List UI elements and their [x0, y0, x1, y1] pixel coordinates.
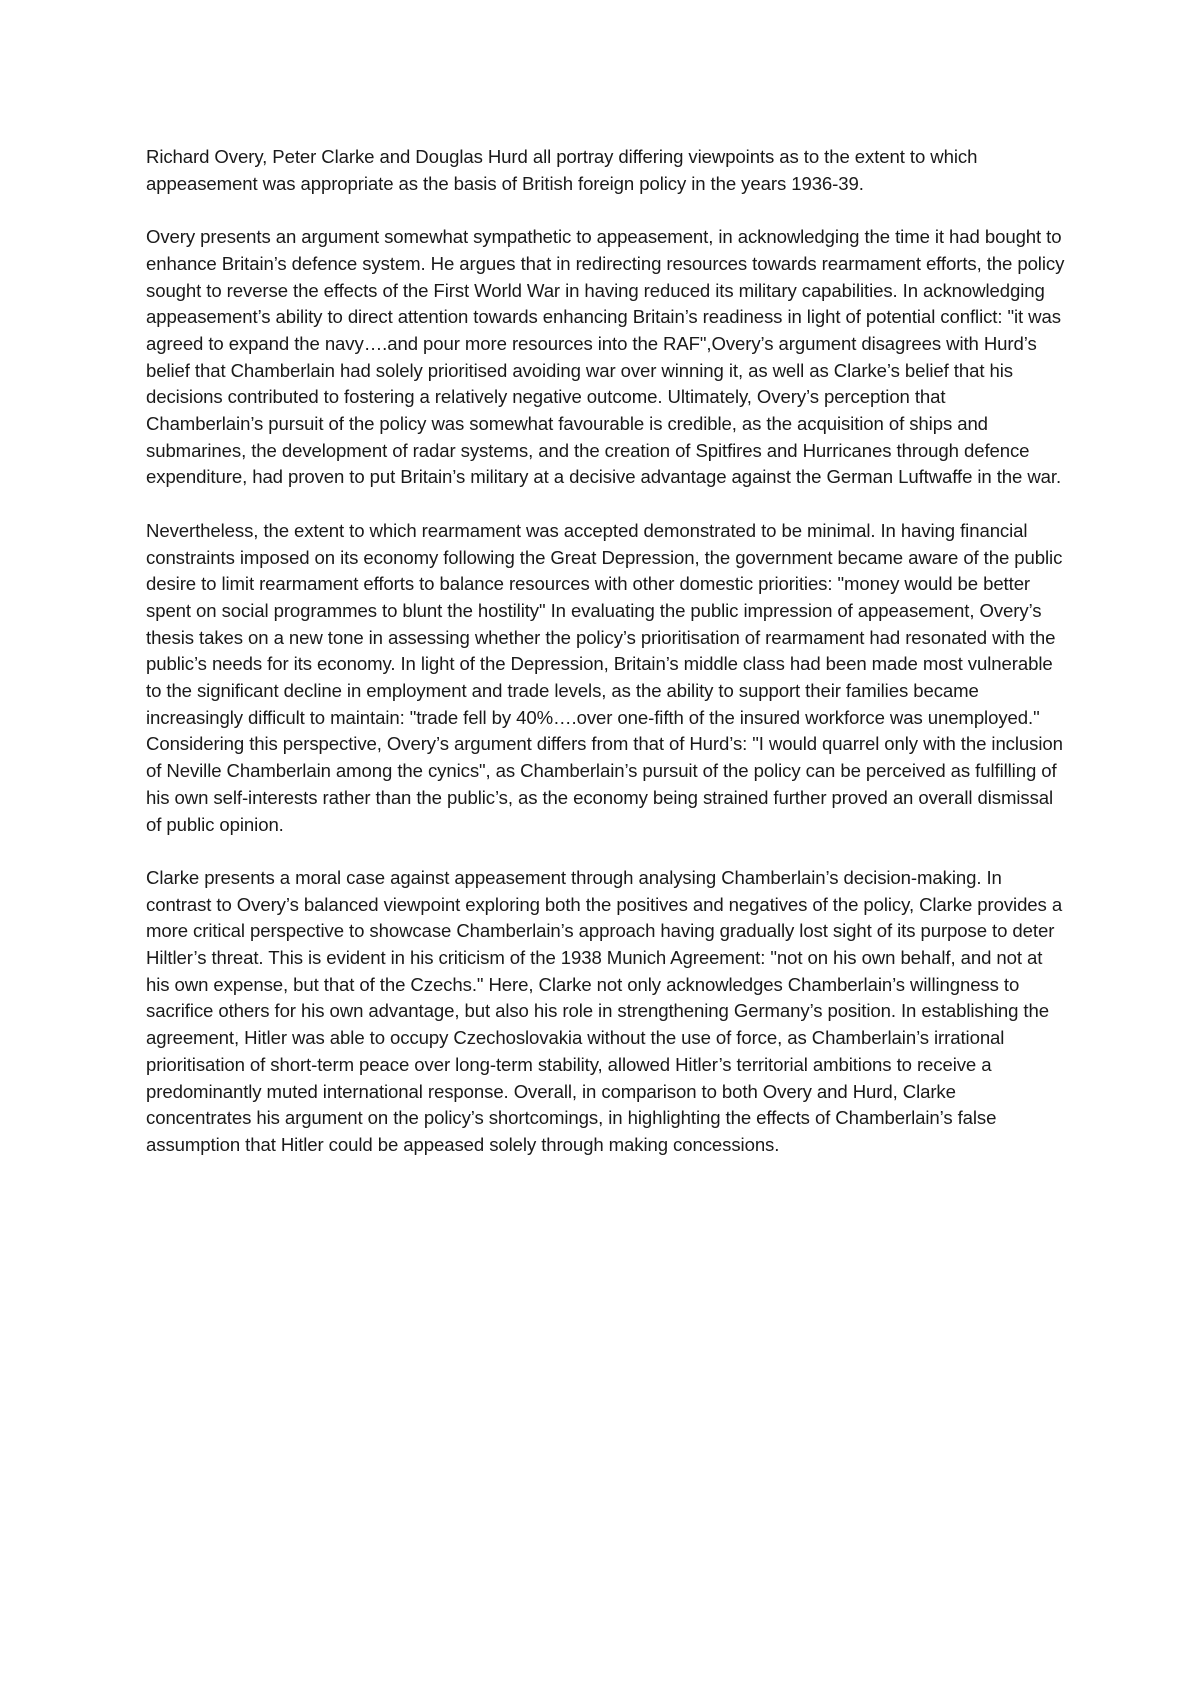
- paragraph-public-opinion: Nevertheless, the extent to which rearmament was accepted demonstrated to be minimal. In having financial constraints imposed on its economy following the Great Depression, the government became aware of the public desire to limit rearmament efforts to balance resources with other domestic priorities: "money would be better spent on social programmes to blunt the hostility" In evaluating the public impression of appeasement, Overy’s thesis takes on a new tone in assessing whether the policy’s prioritisation of rearmament had resonated with the public’s needs for its economy. In light of the Depression, Britain’s middle class had been made most vulnerable to the significant decline in employment and trade levels, as the ability to support their families became increasingly difficult to maintain: "trade fell by 40%….over one-fifth of the insured workforce was unemployed." Considering this perspective, Overy’s argument differs from that of Hurd’s: "I would quarrel only with the inclusion of Neville Chamberlain among the cynics", as Chamberlain’s pursuit of the policy can be perceived as fulfilling of his own self-interests rather than the public’s, as the economy being strained further proved an overall dismissal of public opinion.: [146, 519, 1063, 835]
- paragraph-intro: Richard Overy, Peter Clarke and Douglas Hurd all portray differing viewpoints as to the extent to which appeasement was appropriate as the basis of British foreign policy in the years 1936-39.: [146, 146, 978, 194]
- paragraph-clarke-moral-case: Clarke presents a moral case against appeasement through analysing Chamberlain’s decision-making. In contrast to Overy’s balanced viewpoint exploring both the positives and negatives of the policy, Clarke provides a more critical perspective to showcase Chamberlain’s approach having gradually lost sight of its purpose to deter Hiltler’s threat. This is evident in his criticism of the 1938 Munich Agreement: "not on his own behalf, and not at his own expense, but that of the Czechs." Here, Clarke not only acknowledges Chamberlain’s willingness to sacrifice others for his own advantage, but also his role in strengthening Germany’s position. In establishing the agreement, Hitler was able to occupy Czechoslovakia without the use of force, as Chamberlain’s irrational prioritisation of short-term peace over long-term stability, allowed Hitler’s territorial ambitions to receive a predominantly muted international response. Overall, in comparison to both Overy and Hurd, Clarke concentrates his argument on the policy’s shortcomings, in highlighting the effects of Chamberlain’s false assumption that Hitler could be appeased solely through making concessions.: [146, 866, 1063, 1155]
- paragraph-overy-rearmament: Overy presents an argument somewhat sympathetic to appeasement, in acknowledging the time it had bought to enhance Britain’s defence system. He argues that in redirecting resources towards rearmament efforts, the policy sought to reverse the effects of the First World War in having reduced its military capabilities. In acknowledging appeasement’s ability to direct attention towards enhancing Britain’s readiness in light of potential conflict: "it was agreed to expand the navy….and pour more resources into the RAF",Overy’s argument disagrees with Hurd’s belief that Chamberlain had solely prioritised avoiding war over winning it, as well as Clarke’s belief that his decisions contributed to fostering a relatively negative outcome. Ultimately, Overy’s perception that Chamberlain’s pursuit of the policy was somewhat favourable is credible, as the acquisition of ships and submarines, the development of radar systems, and the creation of Spitfires and Hurricanes through defence expenditure, had proven to put Britain’s military at a decisive advantage against the German Luftwaffe in the war.: [146, 226, 1065, 488]
- document-body: [146, 144, 1066, 1185]
